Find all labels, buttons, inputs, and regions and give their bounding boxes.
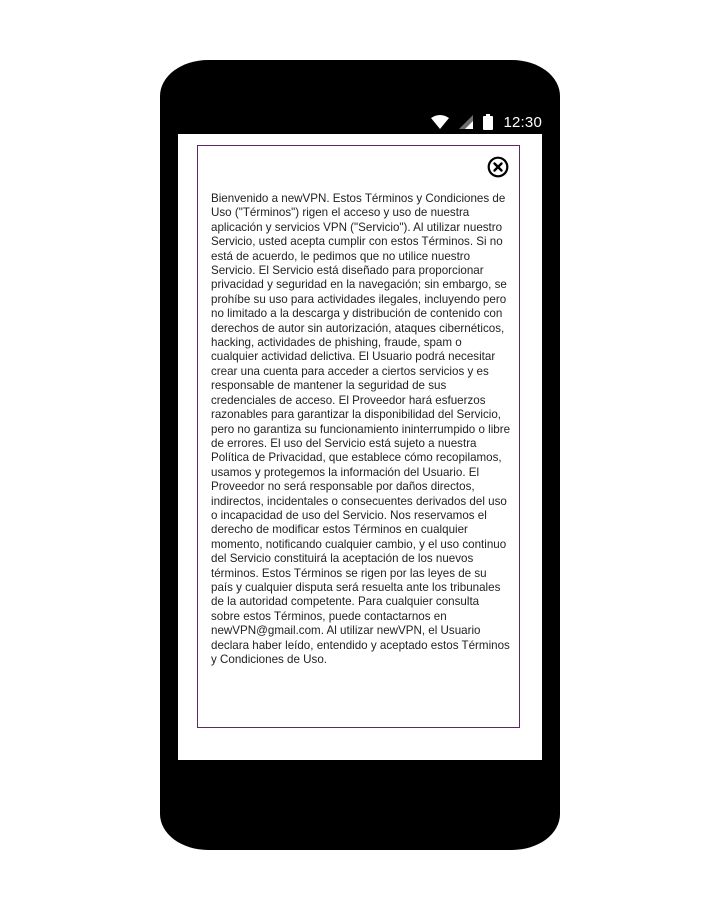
terms-text: Bienvenido a newVPN. Estos Términos y Condiciones de Uso ("Términos") rigen el acceso y uso de nuestra aplicación y servicios VPN ("Servicio"). Al utilizar nuestro Servicio, usted acepta cumplir con estos Términos. Si no está de acuerdo, le pedimos que no utilice nuestro Servicio. El Servicio está diseñado para proporcionar privacidad y seguridad en la navegación; sin embargo, se prohíbe su uso para actividades ilegales, incluyendo pero no limitado a la descarga y distribución de contenido con derechos de autor sin autorización, ataques cibernéticos, hacking, actividades de phishing, fraude, spam o cualquier actividad delictiva. El Usuario podrá necesitar crear una cuenta para acceder a ciertos servicios y es responsable de mantener la seguridad de sus credenciales de acceso. El Proveedor hará esfuerzos razonables para garantizar la disponibilidad del Servicio, pero no garantiza su funcionamiento ininterrumpido o libre de errores. El uso del Servicio está sujeto a nuestra Política de Privacidad, que establece cómo recopilamos, usamos y protegemos la información del Usuario. El Proveedor no será responsable por daños directos, indirectos, incidentales o consecuentes derivados del uso o incapacidad de uso del Servicio. Nos reservamos el derecho de modificar estos Términos en cualquier momento, notificando cualquier cambio, y el uso continuo del Servicio constituirá la aceptación de los nuevos términos. Estos Términos se rigen por las leyes de su país y cualquier disputa será resuelta ante los tribunales de la autoridad competente. Para cualquier consulta sobre estos Términos, puede contactarnos en newVPN@gmail.com. Al utilizar newVPN, el Usuario declara haber leído, entendido y aceptado estos Términos y Condiciones de Uso. bbox=[211, 192, 511, 666]
signal-icon bbox=[459, 115, 473, 129]
status-icons bbox=[431, 113, 542, 131]
terms-dialog bbox=[197, 145, 520, 728]
close-circle-icon bbox=[487, 156, 509, 178]
status-bar bbox=[178, 108, 542, 134]
battery-icon bbox=[483, 114, 493, 130]
status-time: 12:30 bbox=[503, 113, 542, 131]
close-button[interactable] bbox=[487, 156, 509, 178]
wifi-icon bbox=[431, 115, 449, 129]
screen bbox=[178, 134, 542, 760]
